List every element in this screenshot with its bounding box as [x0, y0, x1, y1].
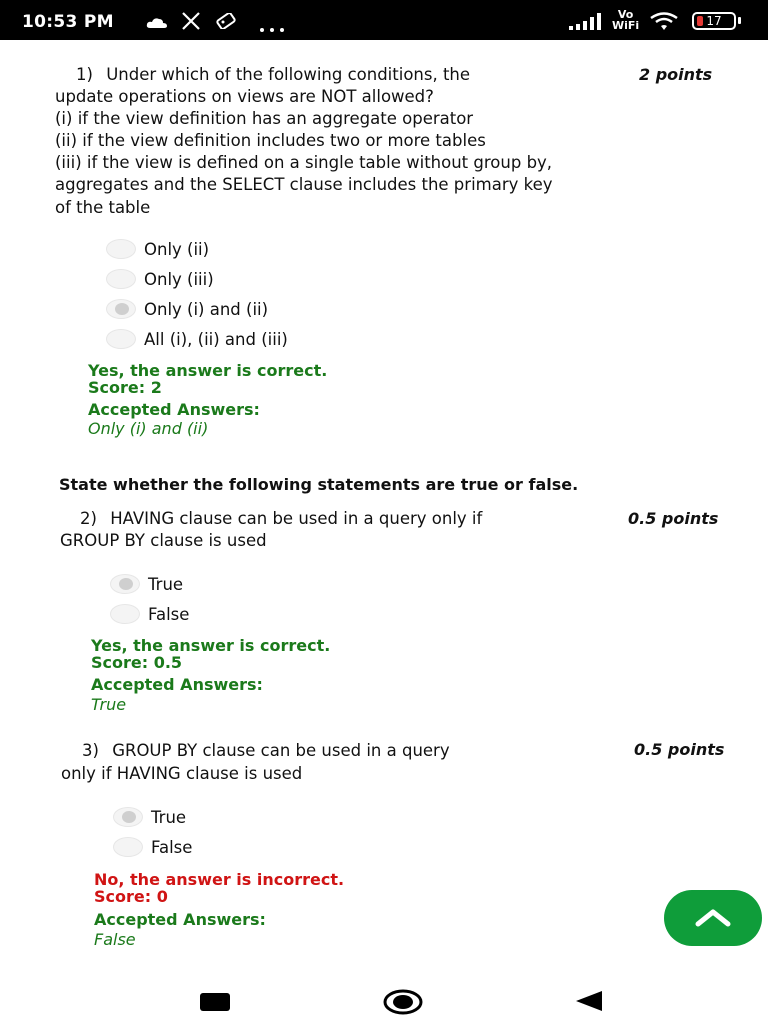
option-label: Only (ii) — [144, 239, 210, 259]
vowifi-label: Vo WiFi — [612, 8, 640, 32]
option-label: True — [148, 574, 184, 594]
option-label: True — [151, 807, 187, 827]
question-text: HAVING clause can be used in a query only if — [110, 509, 483, 528]
radio-button-selected[interactable] — [106, 299, 136, 319]
back-button[interactable] — [574, 989, 604, 1017]
assignment-content — [0, 40, 768, 984]
wifi-icon — [649, 12, 679, 36]
radio-button[interactable] — [110, 604, 140, 624]
option-label: Only (iii) — [144, 269, 214, 289]
recents-button[interactable] — [200, 993, 230, 1011]
question-text-line: (iii) if the view is defined on a single table without group by, — [55, 153, 553, 172]
question-number: 3) — [82, 741, 99, 760]
option-all[interactable] — [106, 326, 288, 352]
question-text: GROUP BY clause can be used in a query — [112, 741, 450, 760]
option-only-iii[interactable] — [106, 266, 214, 292]
more-dots-icon — [259, 18, 285, 37]
question-points: 2 points — [639, 65, 713, 84]
radio-button[interactable] — [106, 239, 136, 259]
radio-button[interactable] — [113, 837, 143, 857]
question-text-line: aggregates and the SELECT clause includes the primary key — [55, 175, 553, 194]
question-text-line: of the table — [55, 198, 151, 217]
question-number: 1) — [76, 65, 93, 84]
feedback-message: No, the answer is incorrect. — [94, 870, 345, 889]
score-text: Score: 2 — [88, 378, 162, 397]
feedback-message: Yes, the answer is correct. — [88, 361, 328, 380]
option-label: False — [148, 604, 190, 624]
question-number: 2) — [80, 509, 97, 528]
score-text: Score: 0.5 — [91, 653, 183, 672]
accepted-answers-label: Accepted Answers: — [91, 675, 263, 694]
chevron-up-icon — [664, 890, 762, 946]
section-title: State whether the following statements are true or false. — [59, 475, 579, 494]
tag-icon — [216, 13, 236, 33]
option-false[interactable] — [113, 834, 192, 860]
question-3-first-line — [82, 740, 450, 762]
feedback-message: Yes, the answer is correct. — [91, 636, 331, 655]
question-text-line: update operations on views are NOT allowed? — [55, 87, 434, 106]
accepted-answers-label: Accepted Answers: — [94, 910, 266, 929]
navigation-bar — [0, 980, 768, 1024]
question-2-first-line — [80, 508, 482, 530]
cloud-icon — [146, 14, 168, 33]
radio-button-selected[interactable] — [113, 807, 143, 827]
radio-button[interactable] — [106, 329, 136, 349]
status-bar — [0, 0, 768, 40]
accepted-answer: Only (i) and (ii) — [88, 419, 209, 438]
option-label: Only (i) and (ii) — [144, 299, 269, 319]
option-true[interactable] — [110, 571, 183, 597]
question-points: 0.5 points — [628, 509, 719, 528]
radio-button-selected[interactable] — [110, 574, 140, 594]
home-button[interactable] — [382, 988, 424, 1020]
option-label: False — [151, 837, 193, 857]
question-1-first-line — [76, 64, 470, 86]
question-text-line: (ii) if the view definition includes two or more tables — [55, 131, 486, 150]
option-only-i-and-ii[interactable] — [106, 296, 268, 322]
question-text-line: (i) if the view definition has an aggregate operator — [55, 109, 474, 128]
question-text-line: GROUP BY clause is used — [60, 531, 267, 550]
battery-icon: 17 — [692, 12, 736, 30]
question-text: Under which of the following conditions, the — [106, 65, 471, 84]
question-points: 0.5 points — [634, 740, 725, 759]
status-time: 10:53 PM — [22, 12, 114, 32]
question-text-line: only if HAVING clause is used — [61, 764, 303, 783]
scroll-to-top-button[interactable] — [664, 890, 762, 946]
radio-button[interactable] — [106, 269, 136, 289]
x-icon — [181, 12, 201, 34]
option-false[interactable] — [110, 601, 189, 627]
option-true[interactable] — [113, 804, 186, 830]
signal-icon — [568, 12, 604, 34]
option-only-ii[interactable] — [106, 236, 209, 262]
accepted-answer: True — [91, 695, 127, 714]
option-label: All (i), (ii) and (iii) — [144, 329, 288, 349]
score-text: Score: 0 — [94, 887, 168, 906]
accepted-answer: False — [94, 930, 136, 949]
accepted-answers-label: Accepted Answers: — [88, 400, 260, 419]
battery-tip — [738, 17, 741, 24]
